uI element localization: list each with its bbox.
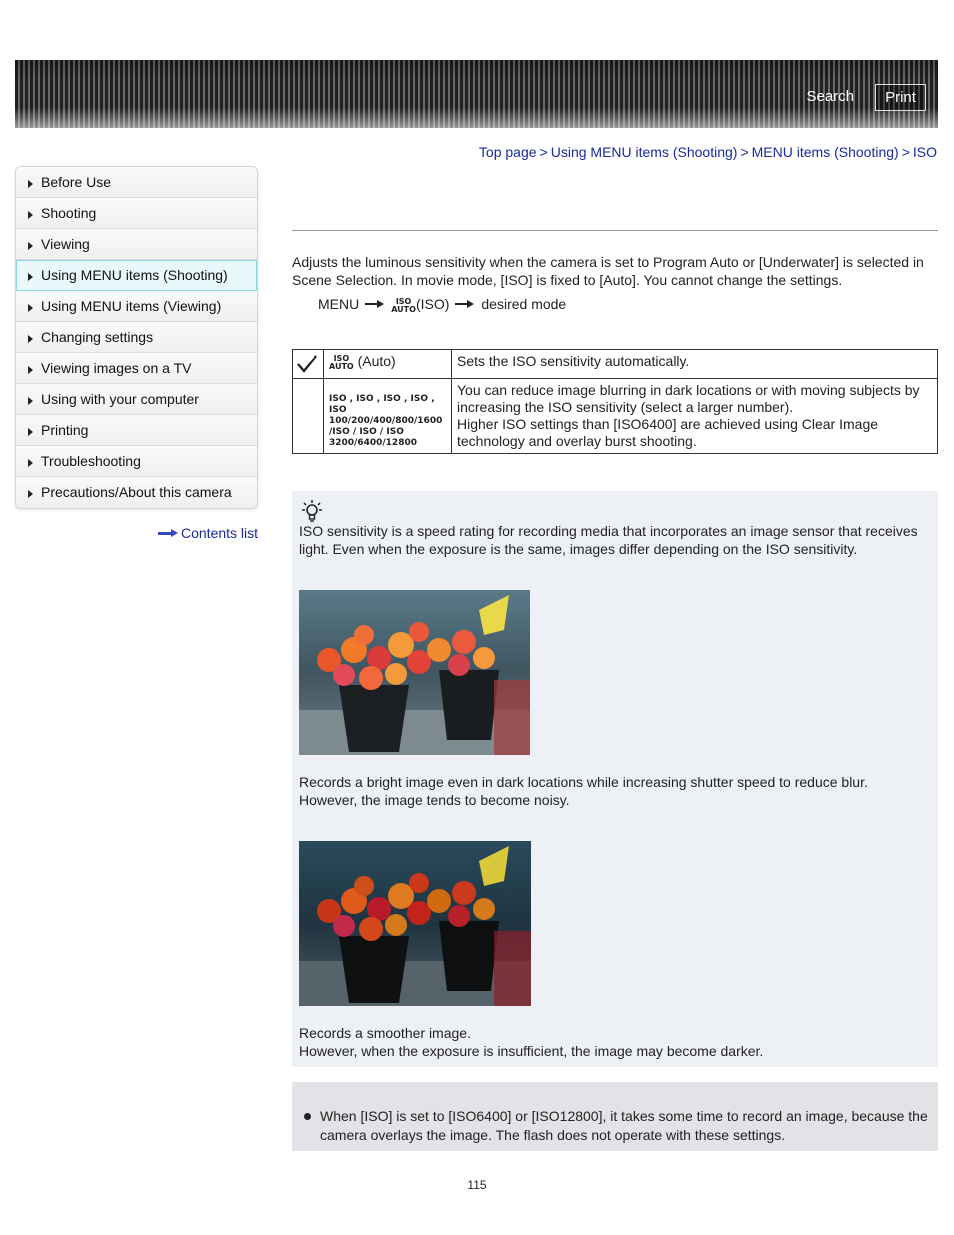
sidebar-item-label: Using with your computer	[41, 391, 199, 407]
sample-photo-low-iso	[299, 841, 531, 1006]
check-mark-icon	[295, 352, 319, 376]
iso-auto-icon: ISO AUTO	[391, 297, 416, 314]
triangle-right-icon	[28, 459, 33, 467]
sidebar-item-label: Viewing images on a TV	[41, 360, 192, 376]
option-label: (Auto)	[357, 353, 396, 369]
triangle-right-icon	[28, 180, 33, 188]
sidebar-item-viewing-on-tv[interactable]	[16, 353, 257, 384]
option-description	[452, 379, 938, 454]
sidebar-item-label: Using MENU items (Viewing)	[41, 298, 222, 314]
note-box	[292, 1082, 938, 1151]
menu-path-iso: (ISO)	[415, 296, 450, 312]
triangle-right-icon	[28, 242, 33, 250]
hint-box	[292, 491, 938, 1067]
photo-caption-low-iso: Records a smoother image. However, when the exposure is insufficient, the image may become darker.	[299, 1025, 764, 1059]
sidebar-item-label: Viewing	[41, 236, 90, 252]
sidebar-item-viewing[interactable]	[16, 229, 257, 260]
sidebar-item-before-use[interactable]	[16, 167, 257, 198]
option-icon-cell	[324, 350, 452, 379]
breadcrumb-using-menu-shooting[interactable]: Using MENU items (Shooting)	[550, 144, 738, 160]
note-text: When [ISO] is set to [ISO6400] or [ISO12800], it takes some time to record an image, because the camera overlays the image. The flash does not operate with these settings.	[320, 1108, 928, 1143]
menu-path	[318, 296, 566, 314]
contents-list-label: Contents list	[181, 525, 259, 541]
sidebar-item-label: Changing settings	[41, 329, 154, 345]
default-check-cell	[293, 350, 324, 379]
sidebar-item-precautions[interactable]	[16, 477, 257, 508]
empty-check-cell	[293, 379, 324, 454]
triangle-right-icon	[28, 366, 33, 374]
options-table	[292, 349, 938, 454]
triangle-right-icon	[28, 490, 33, 498]
breadcrumb-separator: >	[539, 144, 548, 160]
intro-text: Adjusts the luminous sensitivity when the camera is set to Program Auto or [Underwater] is selected in Scene Selection. In movie mode, [ISO] is fixed to [Auto]. You cannot change the settings.	[292, 254, 924, 288]
lightbulb-icon	[302, 500, 322, 522]
search-link[interactable]: Search	[806, 88, 854, 105]
hint-text: ISO sensitivity is a speed rating for recording media that incorporates an image sensor that receives light. Even when the exposure is the same, images differ depending on the ISO sensitivity.	[299, 523, 918, 557]
sidebar-item-label: Using MENU items (Shooting)	[41, 267, 228, 283]
menu-path-menu: MENU	[318, 296, 360, 312]
sidebar-item-using-menu-shooting[interactable]	[16, 260, 257, 291]
flowers-photo-image	[299, 590, 530, 755]
sidebar-item-label: Printing	[41, 422, 89, 438]
arrow-right-icon	[158, 529, 178, 537]
sidebar-item-label: Shooting	[41, 205, 97, 221]
sample-photo-high-iso	[299, 590, 530, 755]
option-icon-cell	[324, 379, 452, 454]
title-divider	[292, 230, 938, 231]
bullet-icon	[304, 1113, 311, 1120]
iso-auto-icon: ISO AUTO	[329, 354, 354, 371]
sidebar-item-troubleshooting[interactable]	[16, 446, 257, 477]
sidebar-item-label: Troubleshooting	[41, 453, 141, 469]
option-description-line2: Higher ISO settings than [ISO6400] are achieved using Clear Image technology and overlay burst shooting.	[457, 416, 879, 449]
triangle-right-icon	[28, 428, 33, 436]
triangle-right-icon	[28, 397, 33, 405]
table-row	[293, 350, 938, 379]
option-description-line1: You can reduce image blurring in dark locations or with moving subjects by increasing the ISO sensitivity (select a larger number).	[457, 382, 920, 415]
sidebar-item-shooting[interactable]	[16, 198, 257, 229]
sidebar-item-using-with-computer[interactable]	[16, 384, 257, 415]
photo-caption-high-iso: Records a bright image even in dark locations while increasing shutter speed to reduce blur. However, the image tends to become noisy.	[299, 774, 868, 808]
sidebar-item-printing[interactable]	[16, 415, 257, 446]
sidebar-nav	[15, 166, 258, 509]
flowers-photo-image	[299, 841, 531, 1006]
breadcrumb-separator: >	[901, 144, 910, 160]
sidebar-item-label: Precautions/About this camera	[41, 484, 232, 500]
arrow-right-icon	[365, 300, 385, 308]
sidebar-item-using-menu-viewing[interactable]	[16, 291, 257, 322]
menu-path-end: desired mode	[481, 296, 567, 312]
breadcrumb	[479, 144, 937, 160]
sidebar-item-label: Before Use	[41, 174, 112, 190]
table-row	[293, 379, 938, 454]
header-bar	[15, 60, 938, 128]
contents-list-link[interactable]	[158, 525, 258, 541]
triangle-right-icon	[28, 335, 33, 343]
breadcrumb-separator: >	[740, 144, 749, 160]
arrow-right-icon	[455, 300, 475, 308]
option-description: Sets the ISO sensitivity automatically.	[452, 350, 938, 379]
triangle-right-icon	[28, 304, 33, 312]
triangle-right-icon	[28, 273, 33, 281]
triangle-right-icon	[28, 211, 33, 219]
breadcrumb-top-page[interactable]: Top page	[478, 144, 537, 160]
breadcrumb-menu-items-shooting[interactable]: MENU items (Shooting)	[751, 144, 899, 160]
iso-values-icon: ISO , ISO , ISO , ISO , ISO 100/200/400/800/1600 /ISO / ISO / ISO 3200/6400/12800	[329, 394, 443, 448]
breadcrumb-iso[interactable]: ISO	[912, 144, 937, 160]
page-number: 115	[467, 1178, 487, 1192]
sidebar-item-changing-settings[interactable]	[16, 322, 257, 353]
print-button[interactable]: Print	[875, 84, 926, 111]
